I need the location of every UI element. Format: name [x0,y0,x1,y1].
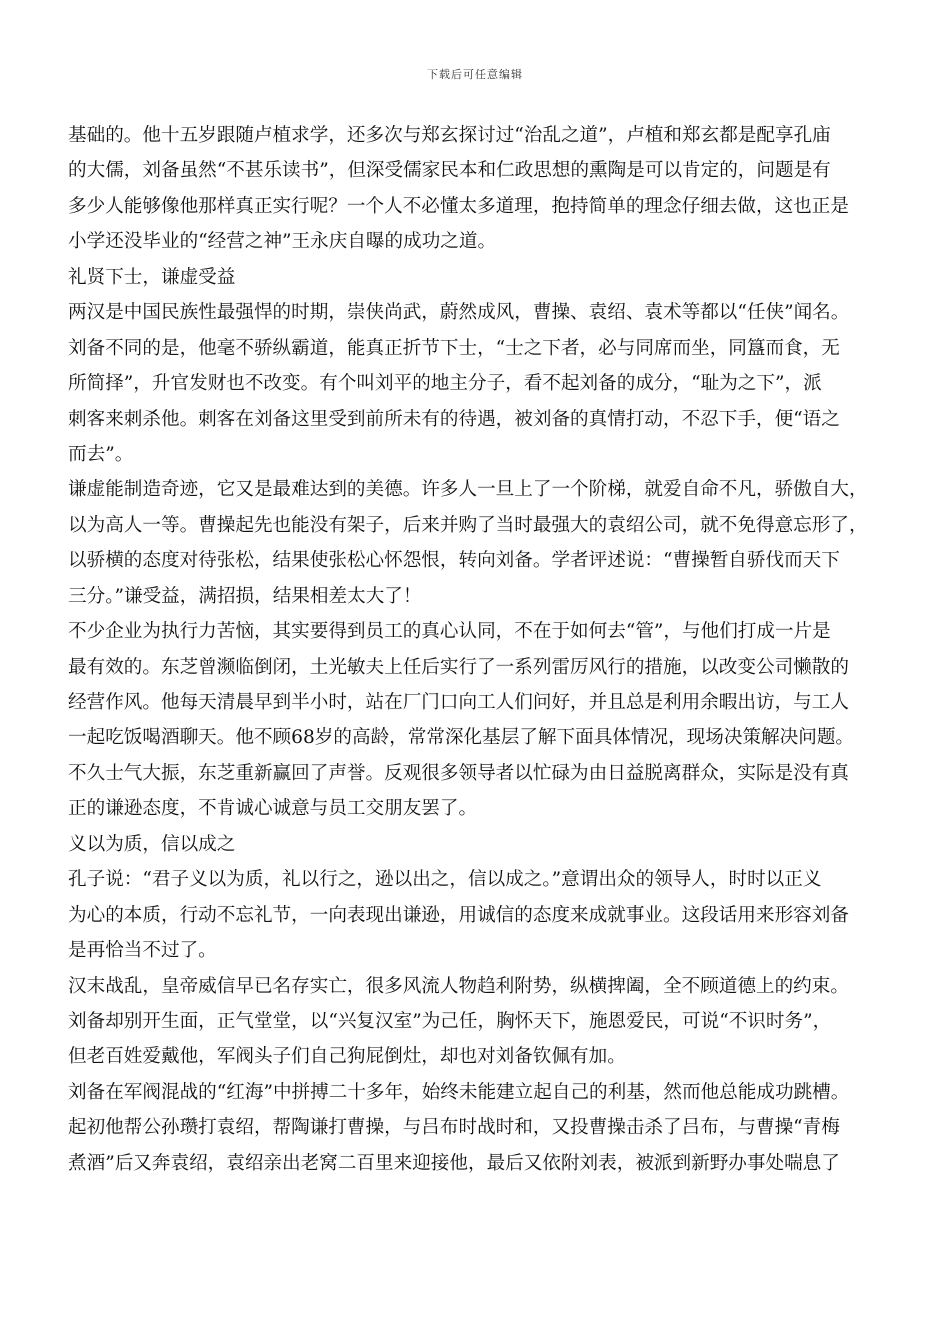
text-line: 多少人能够像他那样真正实行呢？一个人不必懂太多道理，抱持简单的理念仔细去做，这也正是 [68,195,849,217]
text-line: 以骄横的态度对待张松，结果使张松心怀怨恨，转向刘备。学者评述说：“曹操暂自骄伐而天下 [68,550,840,572]
text-line: 三分。”谦受益，满招损，结果相差太大了！ [68,585,422,607]
document-body [68,118,888,1181]
text-line: 的大儒，刘备虽然“不甚乐读书”，但深受儒家民本和仁政思想的熏陶是可以肯定的，问题是有 [68,160,831,182]
text-line: 而去”。 [68,443,134,465]
section-heading: 礼贤下士，谦虚受益 [68,266,236,288]
text-line: 一起吃饭喝酒聊天。他不顾68岁的高龄，常常深化基层了解下面具体情况，现场决策解决问题。 [68,727,855,749]
text-line: 不少企业为执行力苦恼，其实要得到员工的真心认同，不在于如何去“管”，与他们打成一片是 [68,621,831,643]
text-line: 但老百姓爱戴他，军阀头子们自己狗屁倒灶，却也对刘备钦佩有加。 [68,1046,626,1068]
text-line: 刘备在军阀混战的“红海”中拼搏二十多年，始终未能建立起自己的利基，然而他总能成功跳槽。 [68,1081,850,1103]
text-line: 所简择”，升官发财也不改变。有个叫刘平的地主分子，看不起刘备的成分，“耻为之下”，派 [68,373,822,395]
text-line: 谦虚能制造奇迹，它又是最难达到的美德。许多人一旦上了一个阶梯，就爱自命不凡，骄傲自大， [68,479,868,501]
page-header-note: 下载后可任意编辑 [427,68,523,81]
text-line: 最有效的。东芝曾濒临倒闭，土光敏夫上任后实行了一系列雷厉风行的措施，以改变公司懒散的 [68,656,849,678]
text-line: 刺客来刺杀他。刺客在刘备这里受到前所未有的待遇，被刘备的真情打动，不忍下手，便“语之 [68,408,840,430]
text-line: 孔子说：“君子义以为质，礼以行之，逊以出之，信以成之。”意谓出众的领导人，时时以正义 [68,869,822,891]
text-line: 正的谦逊态度，不肯诚心诚意与员工交朋友罢了。 [68,798,478,820]
text-line: 经营作风。他每天清晨早到半小时，站在厂门口向工人们问好，并且总是利用余暇出访，与工人 [68,692,849,713]
text-line: 为心的本质，行动不忘礼节，一向表现出谦逊，用诚信的态度来成就事业。这段话用来形容刘备 [68,904,849,926]
text-line: 两汉是中国民族性最强悍的时期，崇侠尚武，蔚然成风，曹操、袁绍、袁术等都以“任侠”闻名。 [68,302,850,324]
text-line: 基础的。他十五岁跟随卢植求学，还多次与郑玄探讨过“治乱之道”，卢植和郑玄都是配享孔庙 [68,125,831,146]
text-line: 汉末战乱，皇帝威信早已名存实亡，很多风流人物趋利附势，纵横捭阖，全不顾道德上的约束。 [68,975,849,997]
text-line: 煮酒”后又奔袁绍，袁绍亲出老窝二百里来迎接他，最后又依附刘表，被派到新野办事处喘息了 [68,1152,840,1174]
text-line: 是再恰当不过了。 [68,940,217,962]
text-line: 不久士气大振，东芝重新赢回了声誉。反观很多领导者以忙碌为由日益脱离群众，实际是没有真 [68,762,849,784]
text-line: 起初他帮公孙瓒打袁绍，帮陶谦打曹操，与吕布时战时和，又投曹操击杀了吕布，与曹操“青梅 [68,1117,840,1139]
text-line: 刘备却别开生面，正气堂堂，以“兴复汉室”为己任，胸怀天下，施恩爱民，可说“不识时务”， [68,1010,832,1032]
text-line: 以为高人一等。曹操起先也能没有架子，后来并购了当时最强大的袁绍公司，就不免得意忘形了， [68,514,868,536]
section-heading: 义以为质，信以成之 [68,833,236,855]
text-line: 小学还没毕业的“经营之神”王永庆自曝的成功之道。 [68,231,497,253]
text-line: 刘备不同的是，他毫不骄纵霸道，能真正折节下士，“士之下者，必与同席而坐，同簋而食，无 [68,337,840,359]
